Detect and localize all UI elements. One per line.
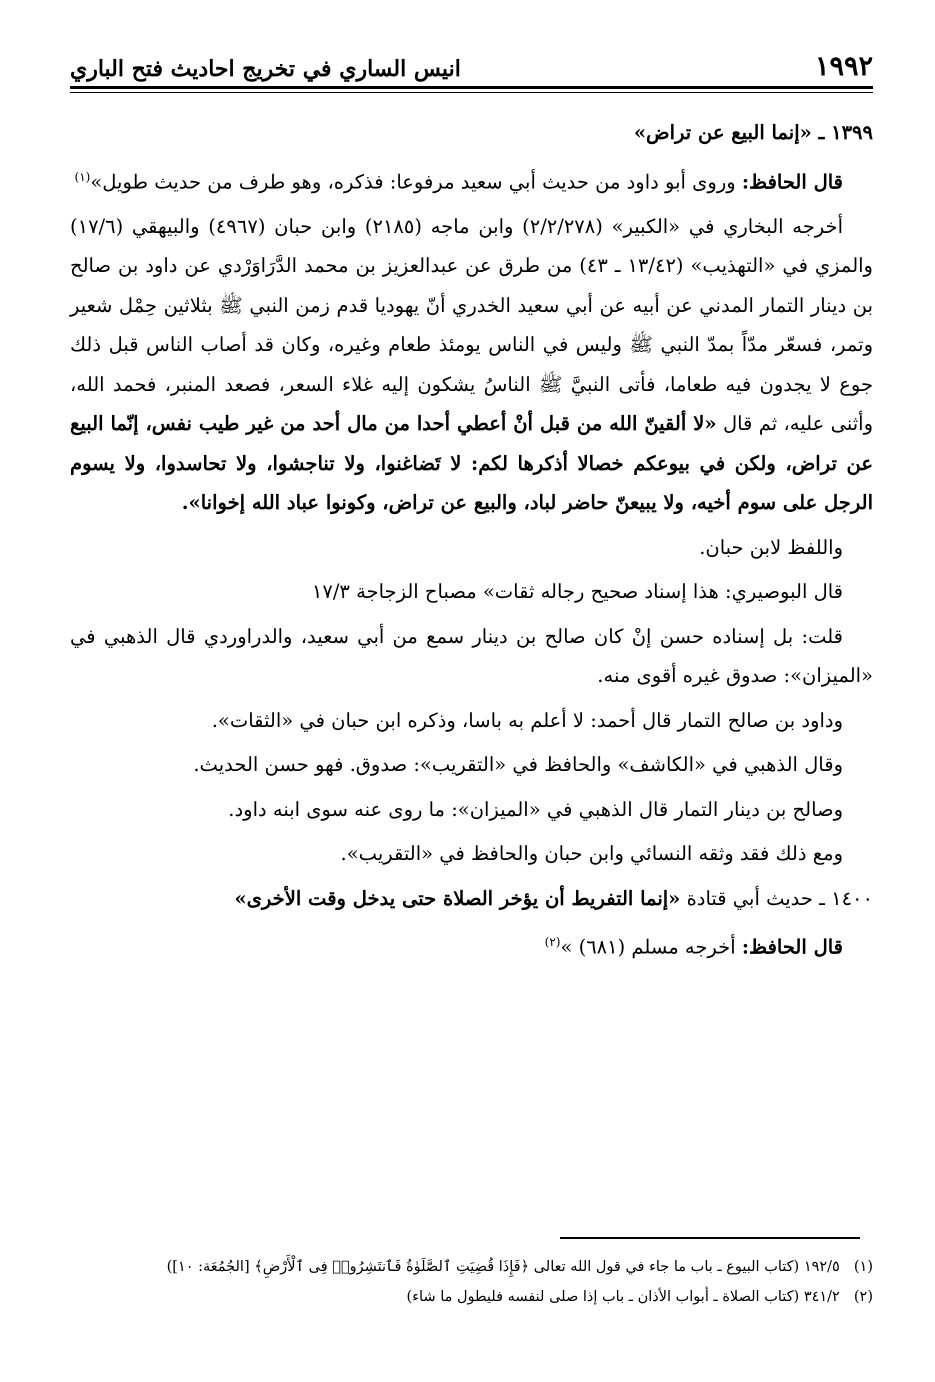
hafiz-text: أخرجه مسلم (٦٨١) » xyxy=(560,935,736,959)
footnote-ref-1: (١) xyxy=(74,169,91,184)
footnote-item xyxy=(70,1252,873,1282)
running-title: انيس الساري في تخريج احاديث فتح الباري xyxy=(70,56,461,82)
page-number: ١٩٩٢ xyxy=(814,51,873,82)
hadith-1400-heading xyxy=(70,879,873,919)
salih-paragraph: وصالح بن دينار التمار قال الذهبي في «الميزان»: ما روى عنه سوى ابنه داود. xyxy=(228,797,843,821)
hafiz-quote-1400 xyxy=(70,923,873,967)
takhrij-paragraph xyxy=(70,207,873,523)
lafz-paragraph: واللفظ لابن حبان. xyxy=(699,535,843,559)
hafiz-label: قال الحافظ: xyxy=(741,170,843,193)
page-header xyxy=(70,38,873,82)
footnote-item xyxy=(70,1282,873,1312)
footnote-number: (٢) xyxy=(853,1289,873,1305)
busiri-paragraph: قال البوصيري: هذا إسناد صحيح رجاله ثقات» مصباح الزجاجة ١٧/٣ xyxy=(311,580,843,603)
footnote-ref-2: (٢) xyxy=(544,935,561,949)
main-text xyxy=(70,113,873,967)
hadith-matn: «لا ألقينّ الله من قبل أنْ أعطي أحدا من مال أحد من غير طيب نفس، إنّما البيع عن تراض، ولكن في بيوعكم خصالا أذكرها لكم: لا تَضاغنوا، ولا تناجشوا، ولا تحاسدوا، ولا يسوم الرجل على سوم أخيه، ولا يبيعنّ حاضر لباد، والبيع عن تراض، وكونوا عباد الله إخوانا». xyxy=(70,412,873,514)
footnote-text: ١٩٢/٥ (كتاب البيوع ـ باب ما جاء في قول الله تعالى ﴿فَإِذَا قُضِيَتِ ٱلصَّلَوٰةُ فَٱنتَشِرُوا۟ فِى ٱلْأَرْضِ﴾ [الجُمُعَة: ١٠]) xyxy=(166,1259,840,1275)
tawthiq-paragraph: ومع ذلك فقد وثقه النسائي وابن حبان والحافظ في «التقريب». xyxy=(340,842,843,865)
qultu-paragraph: قلت: بل إسناده حسن إنْ كان صالح بن دينار سمع من أبي سعيد، والدراوردي قال الذهبي في «الميزان»: صدوق غيره أقوى منه. xyxy=(70,624,873,687)
footnotes xyxy=(70,1252,873,1312)
footnote-separator xyxy=(560,1237,860,1239)
hafiz-label: قال الحافظ: xyxy=(741,935,843,959)
hadith-1400-matn: «إنما التفريط أن يؤخر الصلاة حتى يدخل وقت الأخرى» xyxy=(234,886,681,910)
hadith-1400-prefix: ١٤٠٠ ـ حديث أبي قتادة xyxy=(686,886,873,910)
hafiz-quote-1399 xyxy=(70,158,873,202)
footnote-number: (١) xyxy=(853,1259,873,1275)
takhrij-text: أخرجه البخاري في «الكبير» (٢/٢/٢٧٨) وابن ماجه (٢١٨٥) وابن حبان (٤٩٦٧) والبيهقي (١٧/٦) والمزي في «التهذيب» (١٣/٤٢ ـ ٤٣) من طرق عن عبدالعزيز بن محمد الدَّرَاوَرْدي عن داود بن صالح بن دينار التمار المدني عن أبيه عن أبي سعيد الخدري أنّ يهوديا قدم زمن النبي ﷺ بثلاثين حِمْل شعير وتمر، فسعّر مدّاً بمدّ النبي ﷺ وليس في الناس يومئذ طعام وغيره، وكان قد أصاب الناس قبل ذلك جوع لا يجدون فيه طعاما، فأتى النبيَّ ﷺ الناسُ يشكون إليه غلاء السعر، فصعد المنبر، فحمد الله، وأثنى عليه، ثم قال xyxy=(70,214,874,435)
footnote-text: ٣٤١/٢ (كتاب الصلاة ـ أبواب الأذان ـ باب إذا صلى لنفسه فليطول ما شاء) xyxy=(406,1289,840,1305)
dawud-paragraph: وداود بن صالح التمار قال أحمد: لا أعلم به باسا، وذكره ابن حبان في «الثقات». xyxy=(211,708,843,732)
header-rule-thin xyxy=(70,92,873,93)
hadith-1399-heading: ١٣٩٩ ـ «إنما البيع عن تراض» xyxy=(633,121,873,144)
dhahabi-paragraph: وقال الذهبي في «الكاشف» والحافظ في «التقريب»: صدوق. فهو حسن الحديث. xyxy=(193,753,843,776)
header-rule-thick xyxy=(70,86,873,89)
hafiz-text: وروى أبو داود من حديث أبي سعيد مرفوعا: فذكره، وهو طرف من حديث طويل» xyxy=(90,170,736,193)
